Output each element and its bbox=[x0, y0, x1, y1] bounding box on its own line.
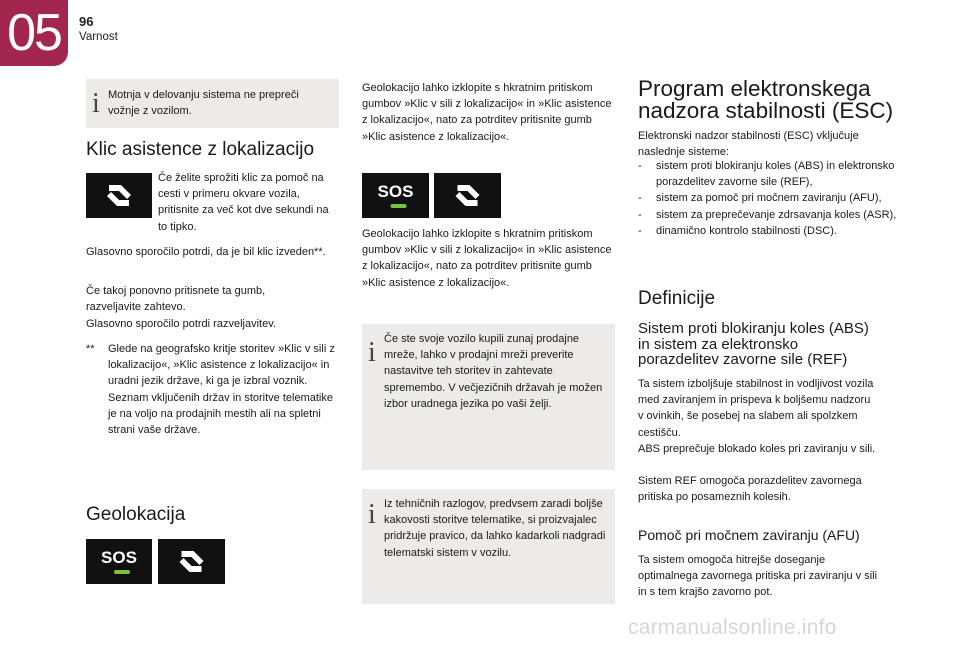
assistance-text: Če želite sprožiti klic za pomoč na cesti v primeru okvare vozila, pritisnite za več kot dve sekundi na to tipko. bbox=[158, 172, 329, 233]
heading-esc-line1: Program elektronskega bbox=[638, 76, 871, 101]
note-box-malfunction bbox=[86, 79, 339, 128]
footnote-mark: ** bbox=[86, 343, 95, 355]
footnote bbox=[86, 341, 342, 438]
heading-definitions: Definicije bbox=[638, 288, 716, 309]
sos-icon bbox=[362, 173, 429, 218]
chapter-tab: 05 bbox=[0, 0, 68, 66]
abs-paragraph-3: Sistem REF omogoča porazdelitev zavornega pritiska po posameznih kolesih. bbox=[638, 475, 862, 504]
assistance-button-image-geo bbox=[158, 539, 225, 584]
assistance-button-image-2 bbox=[434, 173, 501, 218]
sos-label: SOS bbox=[101, 548, 137, 567]
info-icon: i bbox=[368, 499, 376, 530]
paragraph-confirm: Glasovno sporočilo potrdi, da je bil klic izveden**. bbox=[86, 246, 326, 258]
heading-assistance-call: Klic asistence z lokalizacijo bbox=[86, 139, 315, 160]
assistance-button-image bbox=[86, 173, 152, 218]
ds-logo-icon bbox=[86, 173, 152, 218]
heading-esc-line2: nadzora stabilnosti (ESC) bbox=[638, 98, 894, 123]
watermark: carmanualsonline.info bbox=[628, 616, 837, 639]
geo-disable-text-2: Geolokacijo lahko izklopite s hkratnim pritiskom gumbov »Klic v sili z lokalizacijo« in »Klic asistence z lokalizacijo«, nato za potrditev pritisnite gumb »Klic asistence z lokalizacijo«. bbox=[362, 228, 612, 289]
list-item: - sistem za pomoč pri močnem zaviranju (AFU), bbox=[638, 192, 882, 205]
abs-paragraph-1: Ta sistem izboljšuje stabilnost in vodljivost vozila med zaviranjem in prispeva k boljšemu nadzoru v ovinkih, še posebej na slabem ali spolzkem cestišču. bbox=[638, 378, 874, 439]
paragraph-cancel-confirm: Glasovno sporočilo potrdi razveljavitev. bbox=[86, 318, 276, 330]
note-box-network bbox=[362, 324, 615, 470]
sos-label: SOS bbox=[377, 182, 414, 201]
note-text: Motnja v delovanju sistema ne prepreči vožnje z vozilom. bbox=[108, 89, 299, 118]
page-number: 96 bbox=[79, 14, 94, 29]
heading-abs-ref: Sistem proti blokiranju koles (ABS) in sistem za elektronsko porazdelitev zavorne sile (REF) bbox=[638, 320, 869, 369]
ds-logo-icon bbox=[434, 173, 501, 218]
esc-intro: Elektronski nadzor stabilnosti (ESC) vključuje naslednje sisteme: bbox=[638, 130, 859, 159]
sos-icon bbox=[86, 539, 152, 584]
note-text-network: Če ste svoje vozilo kupili zunaj prodajne mreže, lahko v prodajni mreži preverite nastavitve teh storitev in zahtevate spremembo. V večjezičnih državah je možen izbor uradnega jezika po vaši želji. bbox=[384, 333, 603, 410]
list-item: - sistem za preprečevanje zdrsavanja koles (ASR), bbox=[638, 208, 897, 221]
sos-button-image bbox=[86, 539, 152, 584]
note-box-upgrade bbox=[362, 489, 615, 604]
paragraph-cancel: Če takoj ponovno pritisnete ta gumb, razveljavite zahtevo. bbox=[86, 285, 266, 314]
footnote-text-coverage: Glede na geografsko kritje storitev »Klic v sili z lokalizacijo«, »Klic asistence z lokalizacijo« in uradni jezik države, ki ga je izbral voznik. bbox=[108, 343, 335, 388]
esc-system-list bbox=[638, 158, 908, 239]
list-item: - sistem proti blokiranju koles (ABS) in elektronsko porazdelitev zavorne sile (REF), bbox=[638, 160, 895, 189]
geo-disable-text-1: Geolokacijo lahko izklopite s hkratnim pritiskom gumbov »Klic v sili z lokalizacijo« in »Klic asistence z lokalizacijo«, nato za potrditev pritisnite gumb »Klic asistence z lokalizacijo«. bbox=[362, 82, 612, 143]
info-icon: i bbox=[92, 88, 100, 119]
heading-afu: Pomoč pri močnem zaviranju (AFU) bbox=[638, 527, 860, 543]
afu-paragraph: Ta sistem omogoča hitrejše doseganje optimalnega zavornega pritiska pri zaviranju v sili in s tem krajšo zavorno pot. bbox=[638, 554, 878, 599]
ds-logo-icon bbox=[158, 539, 225, 584]
section-title: Varnost bbox=[79, 31, 118, 43]
sos-button-image-2 bbox=[362, 173, 429, 218]
note-text-upgrade: Iz tehničnih razlogov, predvsem zaradi boljše kakovosti storitve telematike, si proizvajalec pridržuje pravico, da lahko kadarkoli nadgradi telematski sistem v vozilu. bbox=[384, 498, 606, 559]
heading-geolocation: Geolokacija bbox=[86, 504, 186, 525]
abs-paragraph-2: ABS preprečuje blokado koles pri zaviranju v sili. bbox=[638, 443, 876, 455]
list-item: - dinamično kontrolo stabilnosti (DSC). bbox=[638, 224, 837, 237]
info-icon: i bbox=[368, 337, 376, 368]
footnote-text-countries: Seznam vključenih držav in storitve telematike je na voljo na prodajnih mestih ali na spletni strani vaše države. bbox=[108, 391, 333, 437]
